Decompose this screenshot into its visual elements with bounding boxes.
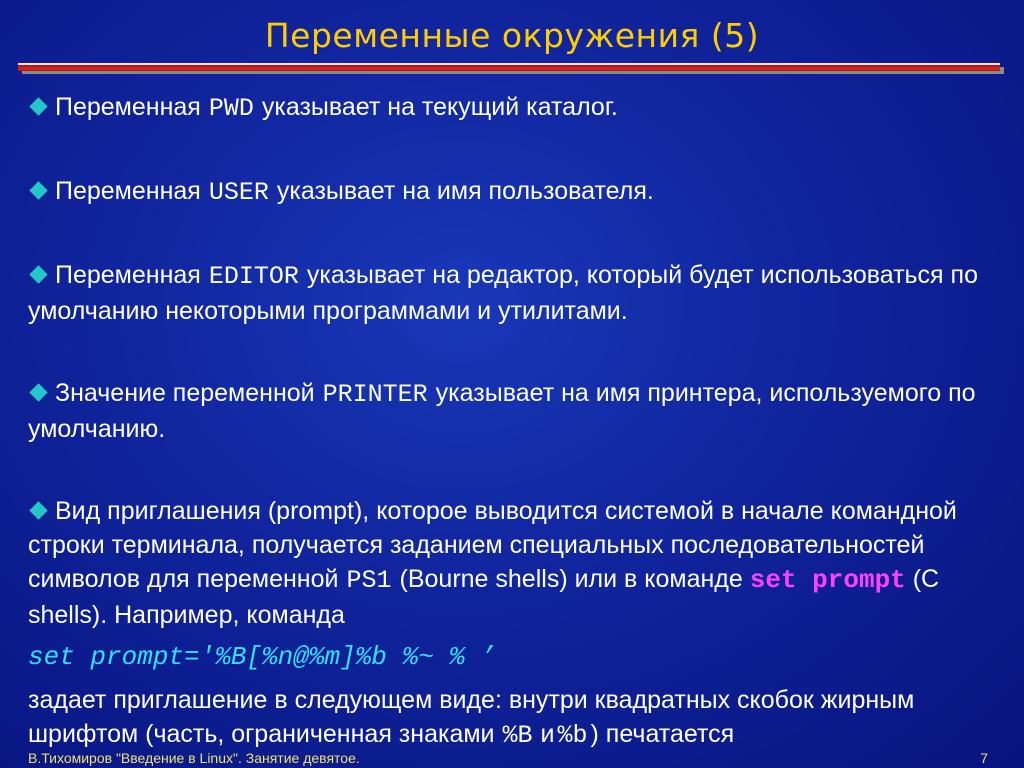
slide-title: Переменные окружения (5) bbox=[264, 16, 760, 55]
prompt-description bbox=[28, 494, 998, 632]
item-text-post: указывает на имя принтера, используемого по умолчанию. bbox=[28, 379, 976, 443]
diamond-bullet-icon bbox=[29, 266, 47, 284]
env-var-code: PS1 bbox=[346, 566, 392, 595]
list-item-user bbox=[28, 174, 998, 210]
item-text-pre: Переменная bbox=[55, 93, 201, 121]
item-text-post: указывает на редактор, который будет использоваться по умолчанию некоторыми программами и утилитами. bbox=[28, 261, 978, 325]
list-item-printer bbox=[28, 376, 998, 446]
env-var-code: USER bbox=[208, 178, 269, 207]
prompt-text-2: (Bourne shells) или в команде bbox=[399, 565, 743, 593]
diamond-bullet-icon bbox=[29, 98, 47, 116]
slide-content bbox=[28, 90, 998, 753]
page-number: 7 bbox=[980, 750, 988, 766]
example-command: set prompt='%B[%n@%m]%b %~ % ’ bbox=[28, 642, 497, 672]
env-var-code: PRINTER bbox=[322, 380, 428, 409]
item-text-pre: Переменная bbox=[55, 177, 201, 205]
prompt-text-1: Вид приглашения (prompt), которое выводится системой в начале командной строки терминала, получается заданием специальных последовательностей символов для переменной bbox=[28, 497, 957, 593]
prompt-explanation bbox=[28, 683, 998, 753]
format-code-bold-end: %b bbox=[557, 721, 588, 750]
item-text-post: указывает на имя пользователя. bbox=[276, 177, 654, 205]
list-item-pwd bbox=[28, 90, 998, 126]
title-divider bbox=[18, 63, 1004, 75]
list-item-editor bbox=[28, 258, 998, 328]
format-code-bold-start: %B bbox=[502, 721, 533, 750]
diamond-bullet-icon bbox=[29, 502, 47, 520]
footer-credit: В.Тихомиров "Введение в Linux". Занятие девятое. bbox=[28, 750, 360, 766]
prompt-text-3: (C shells). Например, команда bbox=[28, 565, 940, 629]
prompt-text-6: ) печатается bbox=[590, 720, 735, 748]
item-text-pre: Переменная bbox=[55, 261, 201, 289]
list-item-prompt bbox=[28, 494, 998, 753]
env-var-code: PWD bbox=[208, 94, 254, 123]
diamond-bullet-icon bbox=[29, 384, 47, 402]
set-prompt-keyword: set prompt bbox=[749, 565, 906, 595]
diamond-bullet-icon bbox=[29, 182, 47, 200]
prompt-text-5: и bbox=[540, 720, 555, 748]
item-text-post: указывает на текущий каталог. bbox=[261, 93, 618, 121]
item-text-pre: Значение переменной bbox=[55, 379, 315, 407]
prompt-text-4: задает приглашение в следующем виде: внутри квадратных скобок жирным шрифтом (часть, ограниченная знаками bbox=[28, 686, 915, 748]
env-var-code: EDITOR bbox=[208, 262, 299, 291]
